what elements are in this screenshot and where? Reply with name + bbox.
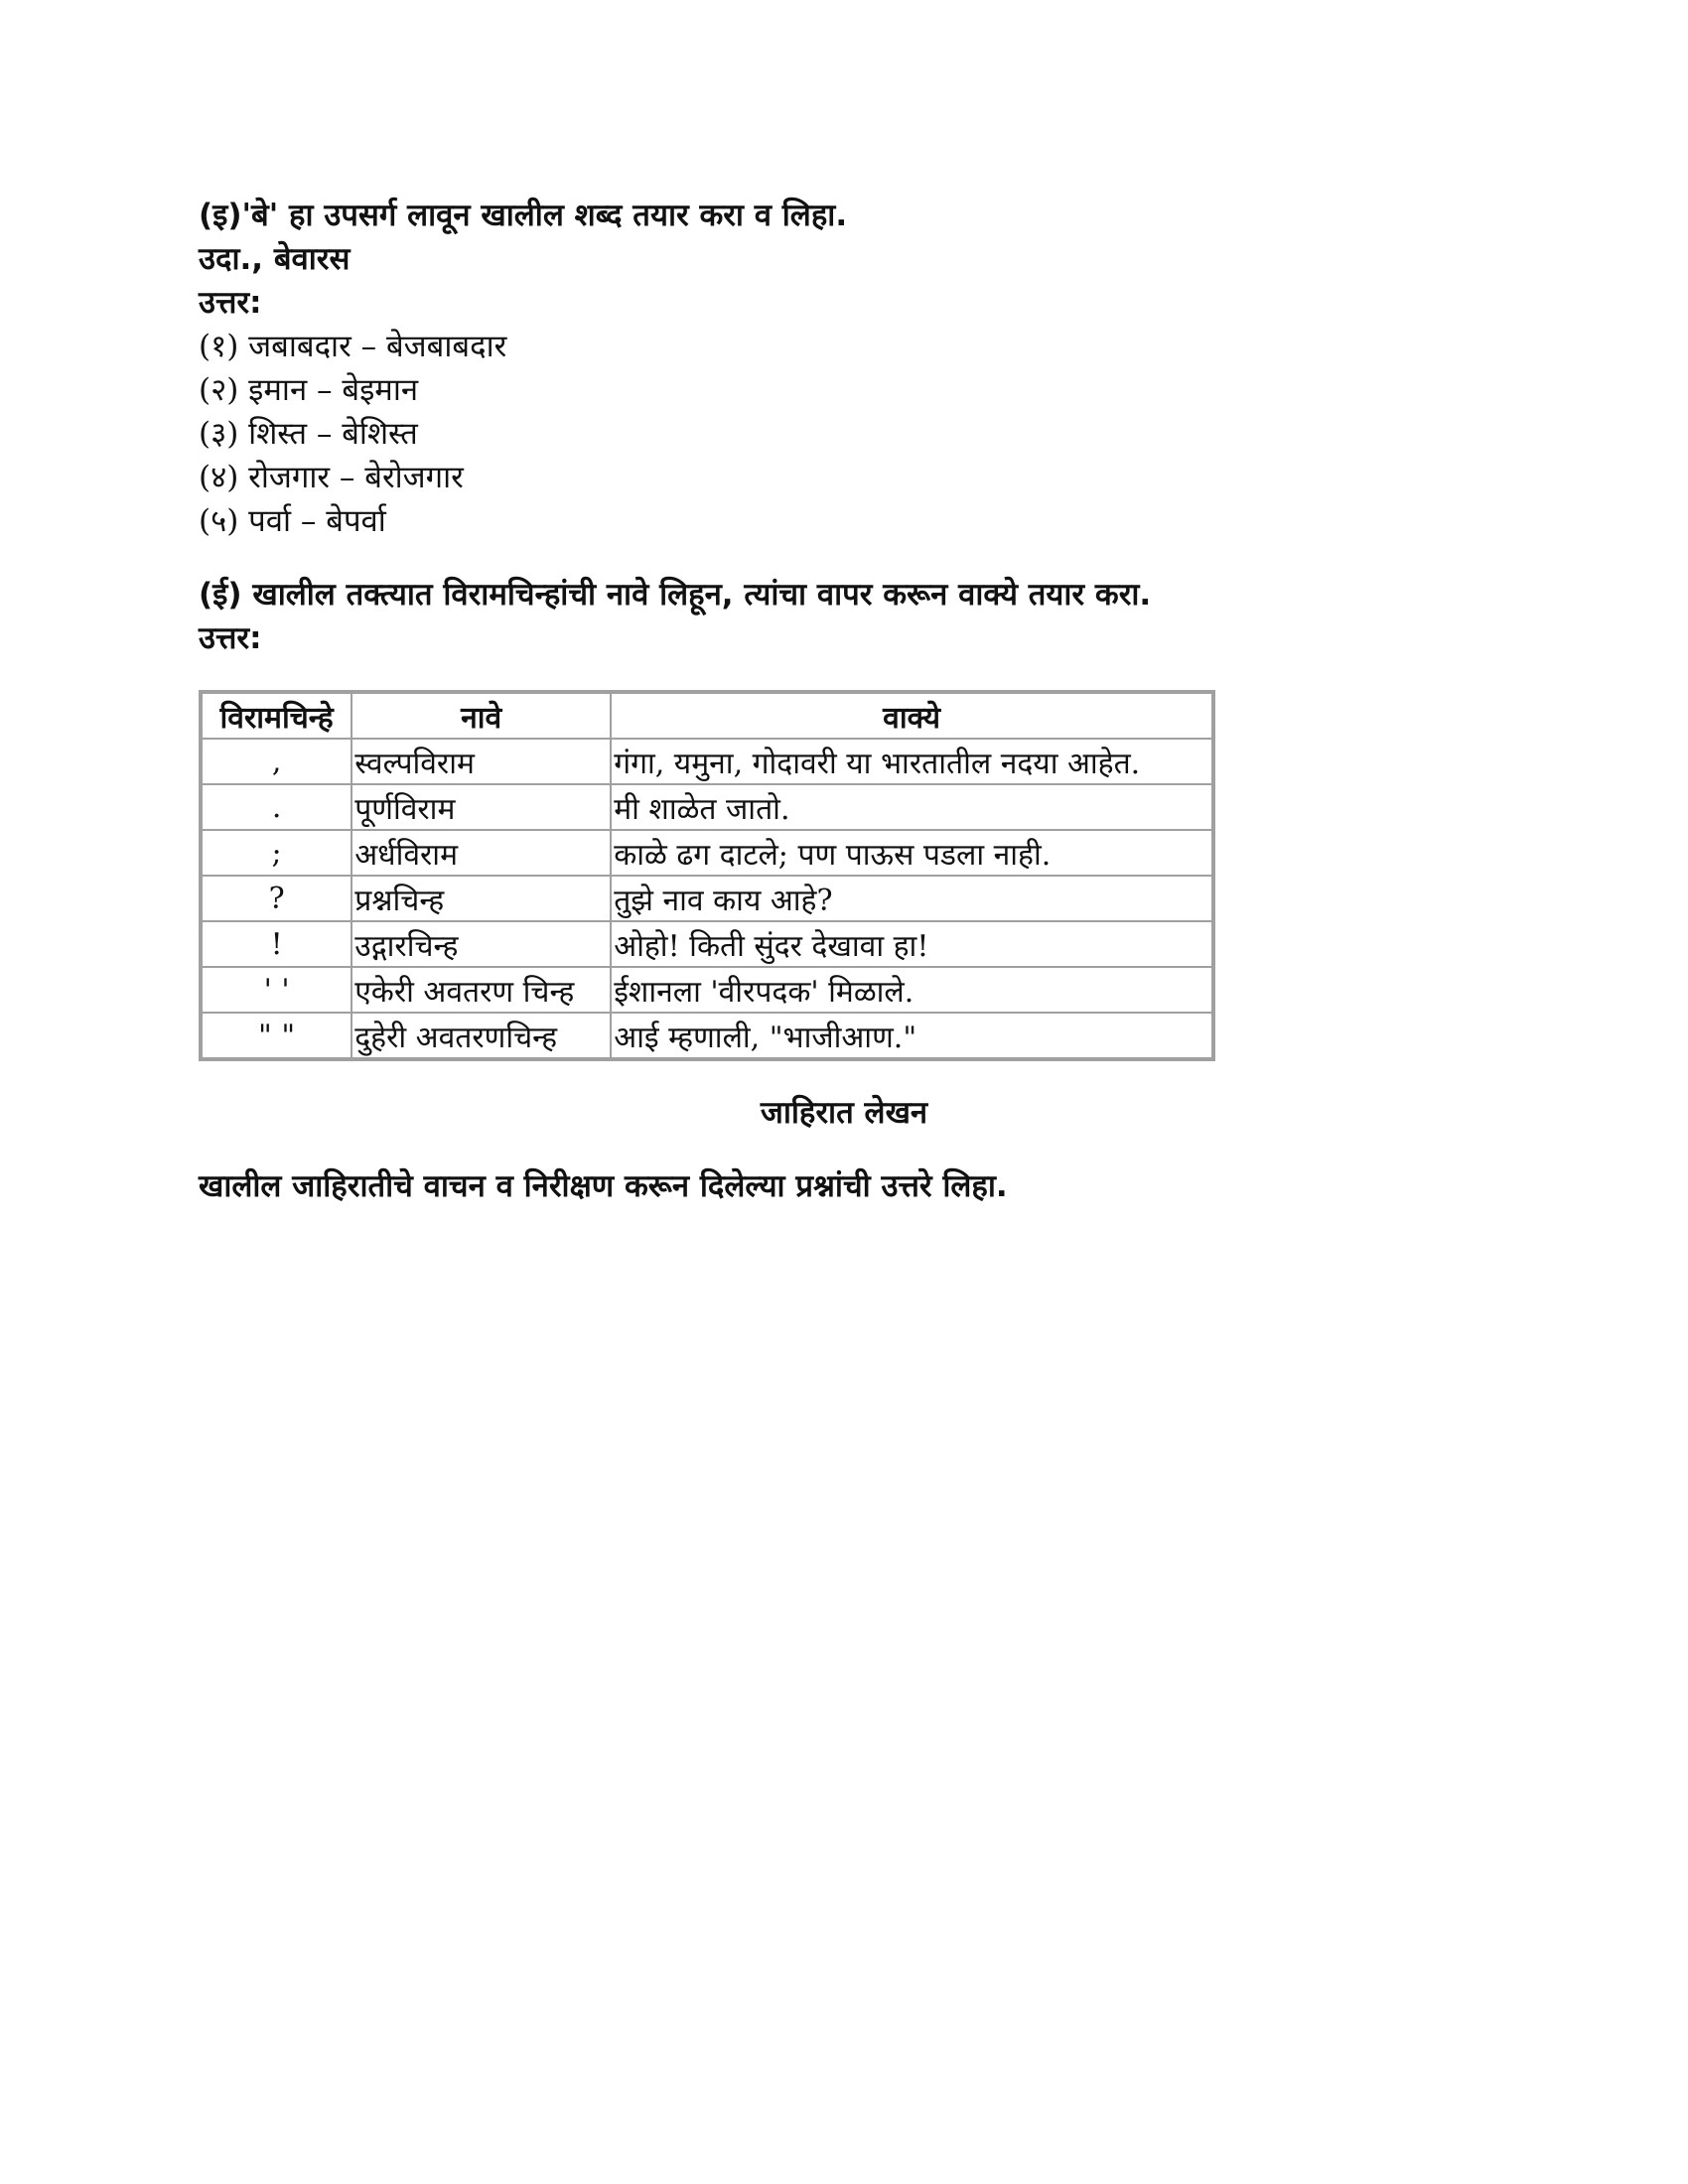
list-item: (३) शिस्त – बेशिस्त [199,416,418,452]
cell-symbol: , [202,739,352,784]
column-header-sentence: वाक्ये [611,693,1212,739]
cell-name: दुहेरी अवतरणचिन्ह [352,1013,611,1058]
cell-name: एकेरी अवतरण चिन्ह [352,967,611,1013]
section-i-answer-label: उत्तर: [199,285,262,321]
list-item: (२) इमान – बेइमान [199,372,419,408]
cell-symbol: ? [202,876,352,921]
section-ii-heading: (ई) खालील तक्त्यात विरामचिन्हांची नावे लिहून, त्यांचा वापर करून वाक्ये तयार करा. [199,577,1152,613]
cell-name: स्वल्पविराम [352,739,611,784]
list-item: (१) जबाबदार – बेजबाबदार [199,329,507,364]
table-row [202,739,1212,784]
list-item: (५) पर्वा – बेपर्वा [199,503,386,539]
cell-sentence: मी शाळेत जातो. [611,784,1212,830]
cell-symbol: ' ' [202,967,352,1013]
table-row [202,784,1212,830]
cell-name: अर्धविराम [352,830,611,876]
table-header-row [202,693,1212,739]
table-row [202,921,1212,967]
cell-symbol: ! [202,921,352,967]
cell-symbol: . [202,784,352,830]
column-header-name: नावे [352,693,611,739]
section-i-heading: (इ)'बे' हा उपसर्ग लावून खालील शब्द तयार करा व लिहा. [199,198,848,233]
cell-name: उद्गारचिन्ह [352,921,611,967]
cell-name: प्रश्नचिन्ह [352,876,611,921]
cell-sentence: आई म्हणाली, "भाजीआण." [611,1013,1212,1058]
section-iii-instruction: खालील जाहिरातीचे वाचन व निरीक्षण करून दिलेल्या प्रश्नांची उत्तरे लिहा. [199,1168,1008,1204]
cell-name: पूर्णविराम [352,784,611,830]
cell-sentence: ओहो! किती सुंदर देखावा हा! [611,921,1212,967]
column-header-symbol: विरामचिन्हे [202,693,352,739]
table-row [202,1013,1212,1058]
document-page [199,194,1489,1208]
cell-symbol: " " [202,1013,352,1058]
cell-sentence: ईशानला 'वीरपदक' मिळाले. [611,967,1212,1013]
cell-sentence: गंगा, यमुना, गोदावरी या भारतातील नदया आहेत. [611,739,1212,784]
punctuation-table [199,690,1215,1061]
section-i-example: उदा., बेवारस [199,241,351,277]
section-ii-answer-label: उत्तर: [199,620,262,656]
list-item: (४) रोजगार – बेरोजगार [199,460,464,495]
cell-sentence: तुझे नाव काय आहे? [611,876,1212,921]
prefix-word-list [199,325,1489,543]
cell-sentence: काळे ढग दाटले; पण पाऊस पडला नाही. [611,830,1212,876]
cell-symbol: ; [202,830,352,876]
table-row [202,830,1212,876]
section-iii-title: जाहिरात लेखन [760,1095,928,1131]
table-row [202,967,1212,1013]
table-row [202,876,1212,921]
